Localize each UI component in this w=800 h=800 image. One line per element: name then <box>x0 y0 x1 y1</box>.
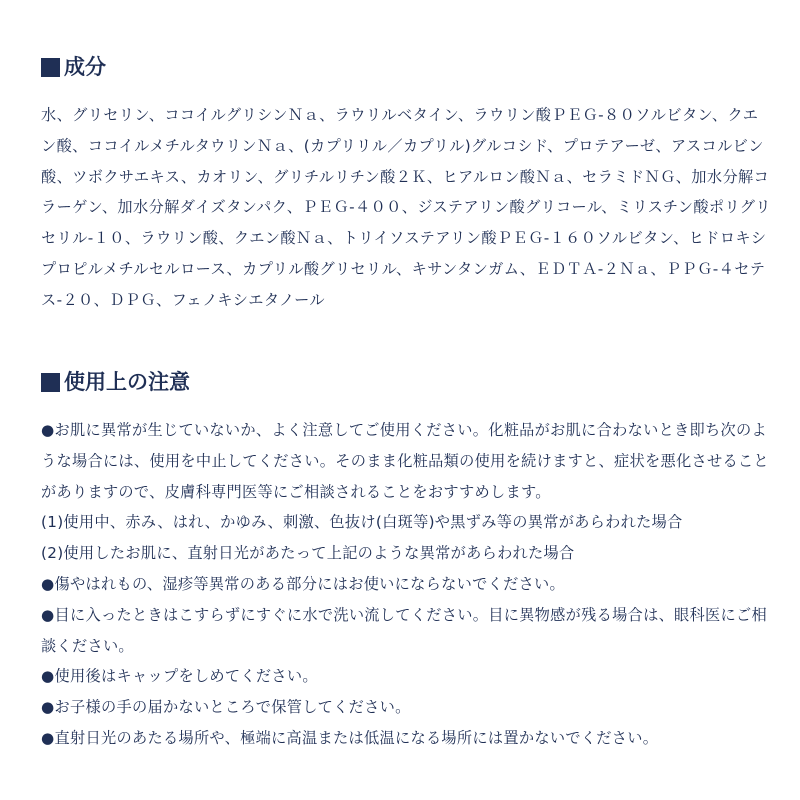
ingredients-list-text: 水、グリセリン、ココイルグリシンＮａ、ラウリルベタイン、ラウリン酸ＰＥＧ-８０ソルビタン、クエン酸、ココイルメチルタウリンＮａ、(カプリリル／カプリル)グルコシド、プロテアーゼ、アスコルビン酸、ツボクサエキス、カオリン、グリチルリチン酸２Ｋ、ヒアルロン酸Ｎａ、セラミドＮＧ、加水分解コラーゲン、加水分解ダイズタンパク、ＰＥＧ-４００、ジステアリン酸グリコール、ミリスチン酸ポリグリセリル-１０、ラウリン酸、クエン酸Ｎａ、トリイソステアリン酸ＰＥＧ-１６０ソルビタン、ヒドロキシプロピルメチルセルロース、カプリル酸グリセリル、キサンタンガム、ＥＤＴＡ-２Ｎａ、ＰＰＧ-４セテス-２０、ＤＰＧ、フェノキシエタノール <box>41 106 771 309</box>
caution-item: ●目に入ったときはこすらずにすぐに水で洗い流してください。目に異物感が残る場合は、眼科医にご相談ください。 <box>41 605 767 655</box>
caution-item: ●傷やはれもの、湿疹等異常のある部分にはお使いにならないでください。 <box>41 574 566 593</box>
cautions-list <box>41 415 776 754</box>
heading-square-icon <box>41 58 60 77</box>
ingredients-heading-label: 成分 <box>64 55 106 79</box>
caution-item: ●お肌に異常が生じていないか、よく注意してご使用ください。化粧品がお肌に合わないとき即ち次のような場合には、使用を中止してください。そのまま化粧品類の使用を続けますと、症状を悪化させることがありますので、皮膚科専門医等にご相談されることをおすすめします。 <box>41 421 769 501</box>
caution-item: (1)使用中、赤み、はれ、かゆみ、刺激、色抜け(白斑等)や黒ずみ等の異常があらわれた場合 <box>41 513 683 532</box>
cautions-heading-label: 使用上の注意 <box>64 370 190 394</box>
ingredients-heading <box>41 54 106 80</box>
caution-item: ●直射日光のあたる場所や、極端に高温または低温になる場所には置かないでください。 <box>41 728 659 747</box>
cautions-heading <box>41 369 190 395</box>
caution-item: (2)使用したお肌に、直射日光があたって上記のような異常があらわれた場合 <box>41 544 575 563</box>
caution-item: ●お子様の手の届かないところで保管してください。 <box>41 698 411 717</box>
heading-square-icon <box>41 373 60 392</box>
caution-item: ●使用後はキャップをしめてください。 <box>41 667 318 686</box>
